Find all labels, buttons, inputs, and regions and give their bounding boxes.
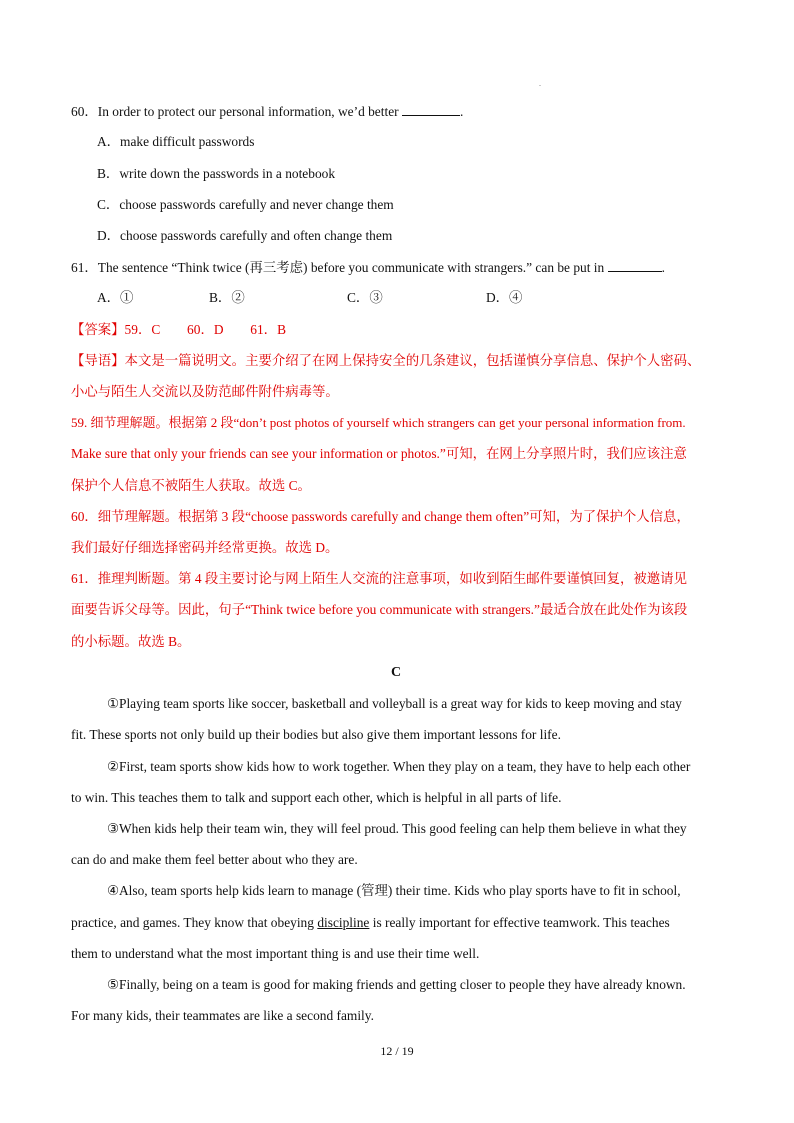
question-60-stem [71,103,463,120]
passage-p2-line-2: to win. This teaches them to talk and support each other, which is helpful in all parts of life. [71,790,562,805]
question-61-option-d: D．④ [486,290,523,305]
passage-p5-line-1: ⑤Finally, being on a team is good for making friends and getting closer to people they have already known. [107,977,686,992]
p4-line2-before: practice, and games. They know that obeying [71,915,314,930]
question-61-option-a: A．① [97,290,134,305]
explanation-59-line-3: 保护个人信息不被陌生人获取。故选 C。 [71,478,311,493]
passage-p3-line-2: can do and make them feel better about who they are. [71,852,358,867]
underlined-word-discipline: discipline [317,915,370,930]
explanation-60-line-1: 60．细节理解题。根据第 3 段“choose passwords carefully and change them often”可知，为了保护个人信息， [71,509,690,524]
question-60-option-d: D．choose passwords carefully and often change them [97,228,393,243]
passage-p1-line-1: ①Playing team sports like soccer, basketball and volleyball is a great way for kids to keep moving and stay [107,696,682,711]
explanation-61-line-1: 61．推理判断题。第 4 段主要讨论与网上陌生人交流的注意事项，如收到陌生邮件要谨慎回复，被邀请见 [71,571,687,586]
question-61-option-c: C．③ [347,290,383,305]
stem-period: . [661,260,665,275]
question-61-stem-text: 61．The sentence “Think twice (再三考虑) before you communicate with strangers.” can be put in [71,260,605,275]
guide-line-1: 【导语】本文是一篇说明文。主要介绍了在网上保持安全的几条建议，包括谨慎分享信息、保护个人密码、 [71,353,701,368]
passage-p4-line-2 [71,915,670,931]
explanation-61-line-2: 面要告诉父母等。因此，句子“Think twice before you communicate with strangers.”最适合放在此处作为该段 [71,602,688,617]
section-heading: C [391,665,402,680]
question-60-option-c: C．choose passwords carefully and never change them [97,197,394,212]
passage-p4-line-3: them to understand what the most important thing is and use their time well. [71,946,480,961]
explanation-60-line-2: 我们最好仔细选择密码并经常更换。故选 D。 [71,540,339,555]
question-61-option-b: B．② [209,290,245,305]
passage-p4-line-1: ④Also, team sports help kids learn to manage (管理) their time. Kids who play sports have to fit in school, [107,883,681,898]
answer-blank [402,103,460,116]
question-60-option-a: A．make difficult passwords [97,134,255,149]
passage-p2-line-1: ②First, team sports show kids how to work together. When they play on a team, they have to help each other [107,759,691,774]
answer-key: 【答案】59．C 60．D 61．B [71,322,287,337]
explanation-61-line-3: 的小标题。故选 B。 [71,634,191,649]
page-number: 12 / 19 [380,1044,414,1058]
question-60-stem-text: 60．In order to protect our personal information, we’d better [71,104,399,119]
question-60-option-b: B．write down the passwords in a notebook [97,166,336,181]
answer-blank [608,259,662,272]
p4-line2-after: is really important for effective teamwork. This teaches [372,915,670,930]
guide-line-2: 小心与陌生人交流以及防范邮件附件病毒等。 [71,384,339,399]
question-61-stem [71,259,665,276]
stem-period: . [459,104,464,119]
passage-p3-line-1: ③When kids help their team win, they will feel proud. This good feeling can help them believe in what they [107,821,687,836]
page-mark-dot: . [539,79,541,88]
passage-p1-line-2: fit. These sports not only build up their bodies but also give them important lessons for life. [71,727,561,742]
explanation-59-line-1: 59. 细节理解题。根据第 2 段“don’t post photos of yourself which strangers can get your personal information from. [71,415,686,430]
explanation-59-line-2: Make sure that only your friends can see your information or photos.”可知，在网上分享照片时，我们应该注意 [71,446,687,461]
passage-p5-line-2: For many kids, their teammates are like a second family. [71,1008,374,1023]
